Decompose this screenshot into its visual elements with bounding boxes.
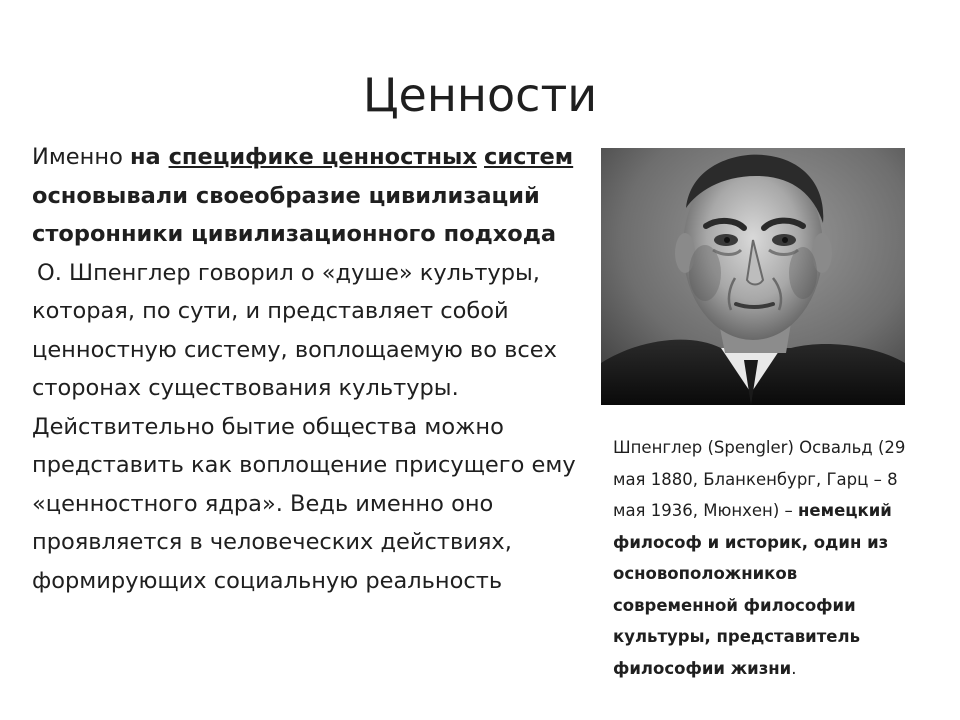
caption-end: . bbox=[791, 658, 797, 678]
lead-underlined-2: систем bbox=[484, 144, 574, 170]
slide-title: Ценности bbox=[362, 68, 598, 122]
lead-bold-rest: основывали своеобразие цивилизаций сторонники цивилизационного подхода bbox=[32, 182, 557, 247]
caption-plain: Шпенглер (Spengler) Освальд (29 мая 1880, Бланкенбург, Гарц – 8 мая 1936, Мюнхен) – bbox=[613, 438, 906, 520]
main-text bbox=[32, 138, 602, 600]
lead-paragraph bbox=[32, 138, 602, 254]
portrait-photo bbox=[601, 148, 905, 405]
portrait-caption bbox=[613, 432, 918, 684]
lead-underlined-1: специфике ценностных bbox=[168, 144, 477, 170]
lead-bold: на bbox=[130, 144, 169, 170]
caption-bold: немецкий философ и историк, один из основоположников современной философии культуры, представитель философии жизни bbox=[613, 501, 892, 678]
lead-plain: Именно bbox=[32, 144, 130, 170]
body-paragraph: О. Шпенглер говорил о «душе» культуры, которая, по сути, и представляет собой ценностную систему, воплощаемую во всех сторонах существования культуры. Действительно бытие общества можно представить как воплощение присущего ему «ценностного ядра». Ведь именно оно проявляется в человеческих действиях, формирующих социальную реальность bbox=[32, 259, 576, 594]
